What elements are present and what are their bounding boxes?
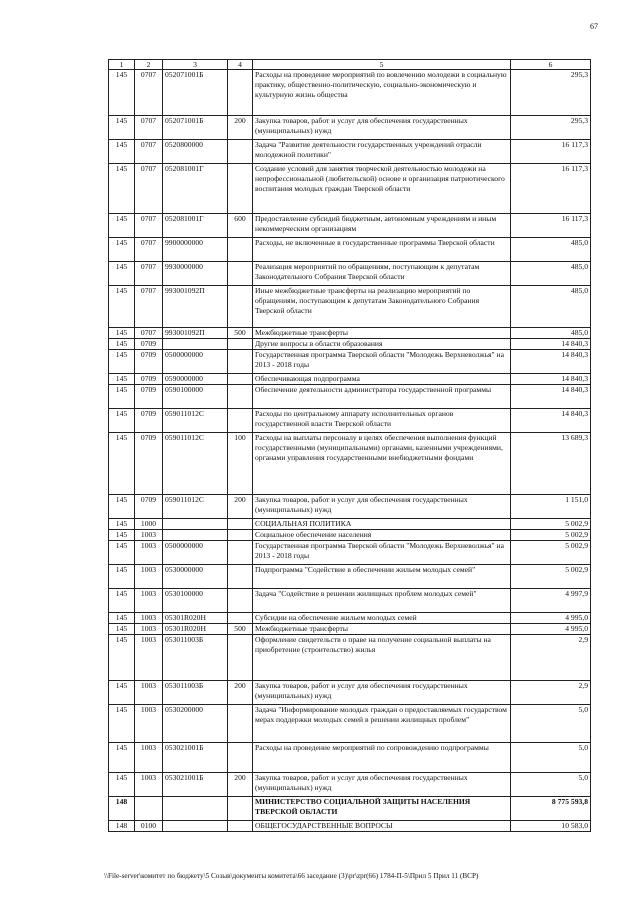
table-cell: 9900000000 bbox=[163, 238, 228, 262]
table-cell bbox=[163, 821, 228, 832]
table-row bbox=[109, 214, 591, 238]
table-row bbox=[109, 286, 591, 328]
table-cell: Закупка товаров, работ и услуг для обеспечения государственных (муниципальных) нужд bbox=[253, 773, 511, 797]
table-body bbox=[109, 70, 591, 832]
table-cell: Закупка товаров, работ и услуг для обеспечения государственных (муниципальных) нужд bbox=[253, 495, 511, 519]
table-cell: 0709 bbox=[135, 409, 163, 433]
table-row bbox=[109, 262, 591, 286]
budget-table bbox=[108, 59, 591, 832]
table-cell: 145 bbox=[109, 164, 135, 214]
table-cell: 145 bbox=[109, 238, 135, 262]
column-header: 5 bbox=[253, 60, 511, 70]
page-number: 67 bbox=[590, 22, 598, 31]
table-cell: 1003 bbox=[135, 541, 163, 565]
table-cell: Расходы, не включенные в государственные программы Тверской области bbox=[253, 238, 511, 262]
table-cell: 145 bbox=[109, 433, 135, 495]
table-cell: 485,0 bbox=[511, 328, 591, 339]
table-cell: 14 840,3 bbox=[511, 374, 591, 385]
table-cell bbox=[163, 530, 228, 541]
table-row bbox=[109, 541, 591, 565]
table-cell: 0709 bbox=[135, 339, 163, 350]
table-cell bbox=[163, 797, 228, 821]
table-cell: 0500000000 bbox=[163, 350, 228, 374]
table-cell: Другие вопросы в области образования bbox=[253, 339, 511, 350]
table-cell: 145 bbox=[109, 409, 135, 433]
table-cell: 9930000000 bbox=[163, 262, 228, 286]
table-cell bbox=[228, 613, 253, 624]
table-cell: 1003 bbox=[135, 705, 163, 743]
table-cell: 145 bbox=[109, 70, 135, 116]
table-cell bbox=[228, 635, 253, 681]
table-cell: Закупка товаров, работ и услуг для обеспечения государственных (муниципальных) нужд bbox=[253, 116, 511, 140]
table-cell: 0707 bbox=[135, 328, 163, 339]
table-cell: 16 117,3 bbox=[511, 214, 591, 238]
table-cell: 0100 bbox=[135, 821, 163, 832]
table-cell bbox=[228, 743, 253, 773]
table-cell: 200 bbox=[228, 116, 253, 140]
table-cell: 295,3 bbox=[511, 116, 591, 140]
table-cell: СОЦИАЛЬНАЯ ПОЛИТИКА bbox=[253, 519, 511, 530]
table-cell: 052071001Б bbox=[163, 116, 228, 140]
table-cell: Задача "Информирование молодых граждан о предоставляемых государством мерах поддержки молодых семей в решении жилищных проблем" bbox=[253, 705, 511, 743]
table-cell: 145 bbox=[109, 519, 135, 530]
table-cell: Создание условий для занятия творческой деятельностью молодежи на непрофессиональной (любительской) основе и организация патриотического воспитания молодых граждан Тверской области bbox=[253, 164, 511, 214]
table-cell bbox=[228, 385, 253, 409]
table-cell bbox=[135, 797, 163, 821]
table-cell: 1003 bbox=[135, 530, 163, 541]
table-cell bbox=[228, 286, 253, 328]
table-row bbox=[109, 635, 591, 681]
table-cell: 052081001Г bbox=[163, 214, 228, 238]
table-cell: 145 bbox=[109, 589, 135, 613]
table-row bbox=[109, 433, 591, 495]
table-cell: 0530200000 bbox=[163, 705, 228, 743]
file-path-footer: \\File-server\комитет по бюджету\5 Созыв\документы комитета\66 заседание (3)\pr\zpr(66) 1784-П-5\Прил 5 Прил 11 (ВСР) bbox=[104, 872, 479, 880]
table-cell: 059011012С bbox=[163, 409, 228, 433]
table-row bbox=[109, 624, 591, 635]
column-header: 6 bbox=[511, 60, 591, 70]
table-cell: 16 117,3 bbox=[511, 140, 591, 164]
table-cell: 053011003Б bbox=[163, 681, 228, 705]
table-cell: Государственная программа Тверской области "Молодежь Верхневолжья" на 2013 - 2018 годы bbox=[253, 541, 511, 565]
table-cell: 5,0 bbox=[511, 705, 591, 743]
table-row bbox=[109, 613, 591, 624]
table-cell: 0707 bbox=[135, 70, 163, 116]
table-cell: 0709 bbox=[135, 350, 163, 374]
table-row bbox=[109, 705, 591, 743]
table-cell: 0530000000 bbox=[163, 565, 228, 589]
table-cell: Межбюджетные трансферты bbox=[253, 328, 511, 339]
table-cell: 1003 bbox=[135, 681, 163, 705]
table-cell: Иные межбюджетные трансферты на реализацию мероприятий по обращениям, поступающим к депутатам Законодательного Собрания Тверской области bbox=[253, 286, 511, 328]
table-cell bbox=[228, 409, 253, 433]
table-cell: 993001092П bbox=[163, 286, 228, 328]
table-cell bbox=[228, 164, 253, 214]
table-cell: 8 775 593,8 bbox=[511, 797, 591, 821]
table-row bbox=[109, 70, 591, 116]
table-cell: 059011012С bbox=[163, 495, 228, 519]
table-cell: 145 bbox=[109, 773, 135, 797]
table-row bbox=[109, 821, 591, 832]
table-cell: 10 583,0 bbox=[511, 821, 591, 832]
table-cell: 500 bbox=[228, 624, 253, 635]
table-cell: 05301R020Н bbox=[163, 624, 228, 635]
table-cell: 0707 bbox=[135, 286, 163, 328]
table-cell: Подпрограмма "Содействие в обеспечении жильем молодых семей" bbox=[253, 565, 511, 589]
table-cell: 0707 bbox=[135, 116, 163, 140]
table-header-row bbox=[109, 60, 591, 70]
table-cell: 14 840,3 bbox=[511, 385, 591, 409]
table-row bbox=[109, 797, 591, 821]
table-cell: 0500000000 bbox=[163, 541, 228, 565]
table-cell: 5 002,9 bbox=[511, 530, 591, 541]
table-cell: 0709 bbox=[135, 433, 163, 495]
table-row bbox=[109, 681, 591, 705]
table-cell: 145 bbox=[109, 286, 135, 328]
table-cell: 145 bbox=[109, 613, 135, 624]
table-cell: 053011003Б bbox=[163, 635, 228, 681]
table-cell: 0707 bbox=[135, 164, 163, 214]
table-cell: 14 840,3 bbox=[511, 350, 591, 374]
table-cell: 0707 bbox=[135, 262, 163, 286]
table-cell: 145 bbox=[109, 530, 135, 541]
table-cell: 053021001Б bbox=[163, 743, 228, 773]
table-cell bbox=[228, 519, 253, 530]
column-header: 2 bbox=[135, 60, 163, 70]
table-cell: 0530100000 bbox=[163, 589, 228, 613]
table-cell bbox=[163, 519, 228, 530]
table-cell: 145 bbox=[109, 624, 135, 635]
table-cell: 0709 bbox=[135, 495, 163, 519]
table-cell bbox=[228, 374, 253, 385]
table-row bbox=[109, 565, 591, 589]
table-cell: Закупка товаров, работ и услуг для обеспечения государственных (муниципальных) нужд bbox=[253, 681, 511, 705]
table-cell: 145 bbox=[109, 541, 135, 565]
table-cell: 052071001Б bbox=[163, 70, 228, 116]
table-cell: Государственная программа Тверской области "Молодежь Верхневолжья" на 2013 - 2018 годы bbox=[253, 350, 511, 374]
table-cell: 485,0 bbox=[511, 238, 591, 262]
table-row bbox=[109, 116, 591, 140]
table-cell: Расходы на проведение мероприятий по сопровождению подпрограммы bbox=[253, 743, 511, 773]
table-cell: 145 bbox=[109, 214, 135, 238]
table-cell: 16 117,3 bbox=[511, 164, 591, 214]
table-cell bbox=[228, 339, 253, 350]
table-cell: 0709 bbox=[135, 385, 163, 409]
table-cell: 145 bbox=[109, 339, 135, 350]
table-cell bbox=[228, 530, 253, 541]
table-cell: 4 995,0 bbox=[511, 624, 591, 635]
table-cell bbox=[228, 140, 253, 164]
table-cell: 0707 bbox=[135, 238, 163, 262]
table-cell: 145 bbox=[109, 495, 135, 519]
table-cell: 0520800000 bbox=[163, 140, 228, 164]
table-cell: Задача "Содействие в решении жилищных проблем молодых семей" bbox=[253, 589, 511, 613]
table-cell: Реализация мероприятий по обращениям, поступающим к депутатам Законодательного Собрания Тверской области bbox=[253, 262, 511, 286]
table-cell: 053021001Б bbox=[163, 773, 228, 797]
table-cell: 145 bbox=[109, 565, 135, 589]
table-cell: МИНИСТЕРСТВО СОЦИАЛЬНОЙ ЗАЩИТЫ НАСЕЛЕНИЯ ТВЕРСКОЙ ОБЛАСТИ bbox=[253, 797, 511, 821]
table-row bbox=[109, 530, 591, 541]
table-cell: 485,0 bbox=[511, 262, 591, 286]
table-cell: 295,3 bbox=[511, 70, 591, 116]
table-cell: 05301R020Н bbox=[163, 613, 228, 624]
table-cell: 100 bbox=[228, 433, 253, 495]
table-row bbox=[109, 164, 591, 214]
table-cell: 0707 bbox=[135, 214, 163, 238]
table-cell: 1 151,0 bbox=[511, 495, 591, 519]
table-cell bbox=[228, 262, 253, 286]
table-row bbox=[109, 409, 591, 433]
table-cell: 145 bbox=[109, 140, 135, 164]
table-cell bbox=[163, 339, 228, 350]
column-header: 4 bbox=[228, 60, 253, 70]
table-cell: 148 bbox=[109, 797, 135, 821]
table-cell: Межбюджетные трансферты bbox=[253, 624, 511, 635]
table-cell: 1003 bbox=[135, 624, 163, 635]
table-cell bbox=[228, 238, 253, 262]
table-cell: 200 bbox=[228, 681, 253, 705]
table-row bbox=[109, 339, 591, 350]
table-cell: 0709 bbox=[135, 374, 163, 385]
table-cell: 1003 bbox=[135, 773, 163, 797]
table-cell: 145 bbox=[109, 743, 135, 773]
table-cell: Обеспечение деятельности администратора государственной программы bbox=[253, 385, 511, 409]
table-cell: 600 bbox=[228, 214, 253, 238]
table-cell: 500 bbox=[228, 328, 253, 339]
table-cell: 145 bbox=[109, 385, 135, 409]
table-row bbox=[109, 328, 591, 339]
table-row bbox=[109, 385, 591, 409]
table-cell: Задача "Развитие деятельности государственных учреждений отрасли молодежной политики" bbox=[253, 140, 511, 164]
table-cell: 2,9 bbox=[511, 681, 591, 705]
table-row bbox=[109, 374, 591, 385]
table-cell: Расходы на выплаты персоналу в целях обеспечения выполнения функций государственными (муниципальными) органами, казенными учреждениями, органами управления государственными внебюджетными фондами bbox=[253, 433, 511, 495]
table-cell: 200 bbox=[228, 773, 253, 797]
table-cell: 145 bbox=[109, 635, 135, 681]
table-cell: Оформление свидетельств о праве на получение социальной выплаты на приобретение (строительство) жилья bbox=[253, 635, 511, 681]
table-cell: 5 002,9 bbox=[511, 519, 591, 530]
table-cell: Предоставление субсидий бюджетным, автономным учреждениям и иным некоммерческим организациям bbox=[253, 214, 511, 238]
table-cell bbox=[228, 705, 253, 743]
table-cell: 1003 bbox=[135, 565, 163, 589]
table-cell: Субсидии на обеспечение жильем молодых семей bbox=[253, 613, 511, 624]
table-cell: 145 bbox=[109, 681, 135, 705]
table-cell: ОБЩЕГОСУДАРСТВЕННЫЕ ВОПРОСЫ bbox=[253, 821, 511, 832]
table-cell: 5,0 bbox=[511, 743, 591, 773]
table-cell: 0590000000 bbox=[163, 374, 228, 385]
table-row bbox=[109, 589, 591, 613]
table-cell: 14 840,3 bbox=[511, 409, 591, 433]
table-cell: 1003 bbox=[135, 613, 163, 624]
table-row bbox=[109, 140, 591, 164]
table-cell bbox=[228, 350, 253, 374]
table-cell: 14 840,3 bbox=[511, 339, 591, 350]
table-cell: 0707 bbox=[135, 140, 163, 164]
table-cell: 145 bbox=[109, 374, 135, 385]
table-row bbox=[109, 350, 591, 374]
table-cell bbox=[228, 541, 253, 565]
table-cell: 145 bbox=[109, 116, 135, 140]
table-cell: 145 bbox=[109, 328, 135, 339]
table-cell: Расходы по центральному аппарату исполнительных органов государственной власти Тверской области bbox=[253, 409, 511, 433]
column-header: 3 bbox=[163, 60, 228, 70]
table-cell: 5 002,9 bbox=[511, 565, 591, 589]
table-cell bbox=[228, 797, 253, 821]
table-cell: 145 bbox=[109, 350, 135, 374]
table-cell bbox=[228, 565, 253, 589]
table-cell: 1003 bbox=[135, 589, 163, 613]
table-cell: Расходы на проведение мероприятий по вовлечению молодежи в социальную практику, общественно-политическую, социально-экономическую и культурную жизнь общества bbox=[253, 70, 511, 116]
table-row bbox=[109, 238, 591, 262]
table-cell: 0590100000 bbox=[163, 385, 228, 409]
table-cell: 148 bbox=[109, 821, 135, 832]
table-cell: 1000 bbox=[135, 519, 163, 530]
table-cell: Обеспечивающая подпрограмма bbox=[253, 374, 511, 385]
table-cell: 145 bbox=[109, 262, 135, 286]
table-cell: Социальное обеспечение населения bbox=[253, 530, 511, 541]
table-cell: 1003 bbox=[135, 635, 163, 681]
table-cell: 4 995,0 bbox=[511, 613, 591, 624]
table-cell: 052081001Г bbox=[163, 164, 228, 214]
table-cell: 485,0 bbox=[511, 286, 591, 328]
table-cell: 5,0 bbox=[511, 773, 591, 797]
table-cell: 5 002,9 bbox=[511, 541, 591, 565]
table-row bbox=[109, 495, 591, 519]
table-cell: 1003 bbox=[135, 743, 163, 773]
table-cell bbox=[228, 589, 253, 613]
table-row bbox=[109, 743, 591, 773]
table-row bbox=[109, 519, 591, 530]
table-cell bbox=[228, 70, 253, 116]
table-cell bbox=[228, 821, 253, 832]
table-cell: 13 689,3 bbox=[511, 433, 591, 495]
table-cell: 145 bbox=[109, 705, 135, 743]
table-cell: 059011012С bbox=[163, 433, 228, 495]
column-header: 1 bbox=[109, 60, 135, 70]
table-cell: 200 bbox=[228, 495, 253, 519]
table-cell: 993001092П bbox=[163, 328, 228, 339]
table-cell: 2,9 bbox=[511, 635, 591, 681]
table-row bbox=[109, 773, 591, 797]
table-cell: 4 997,9 bbox=[511, 589, 591, 613]
